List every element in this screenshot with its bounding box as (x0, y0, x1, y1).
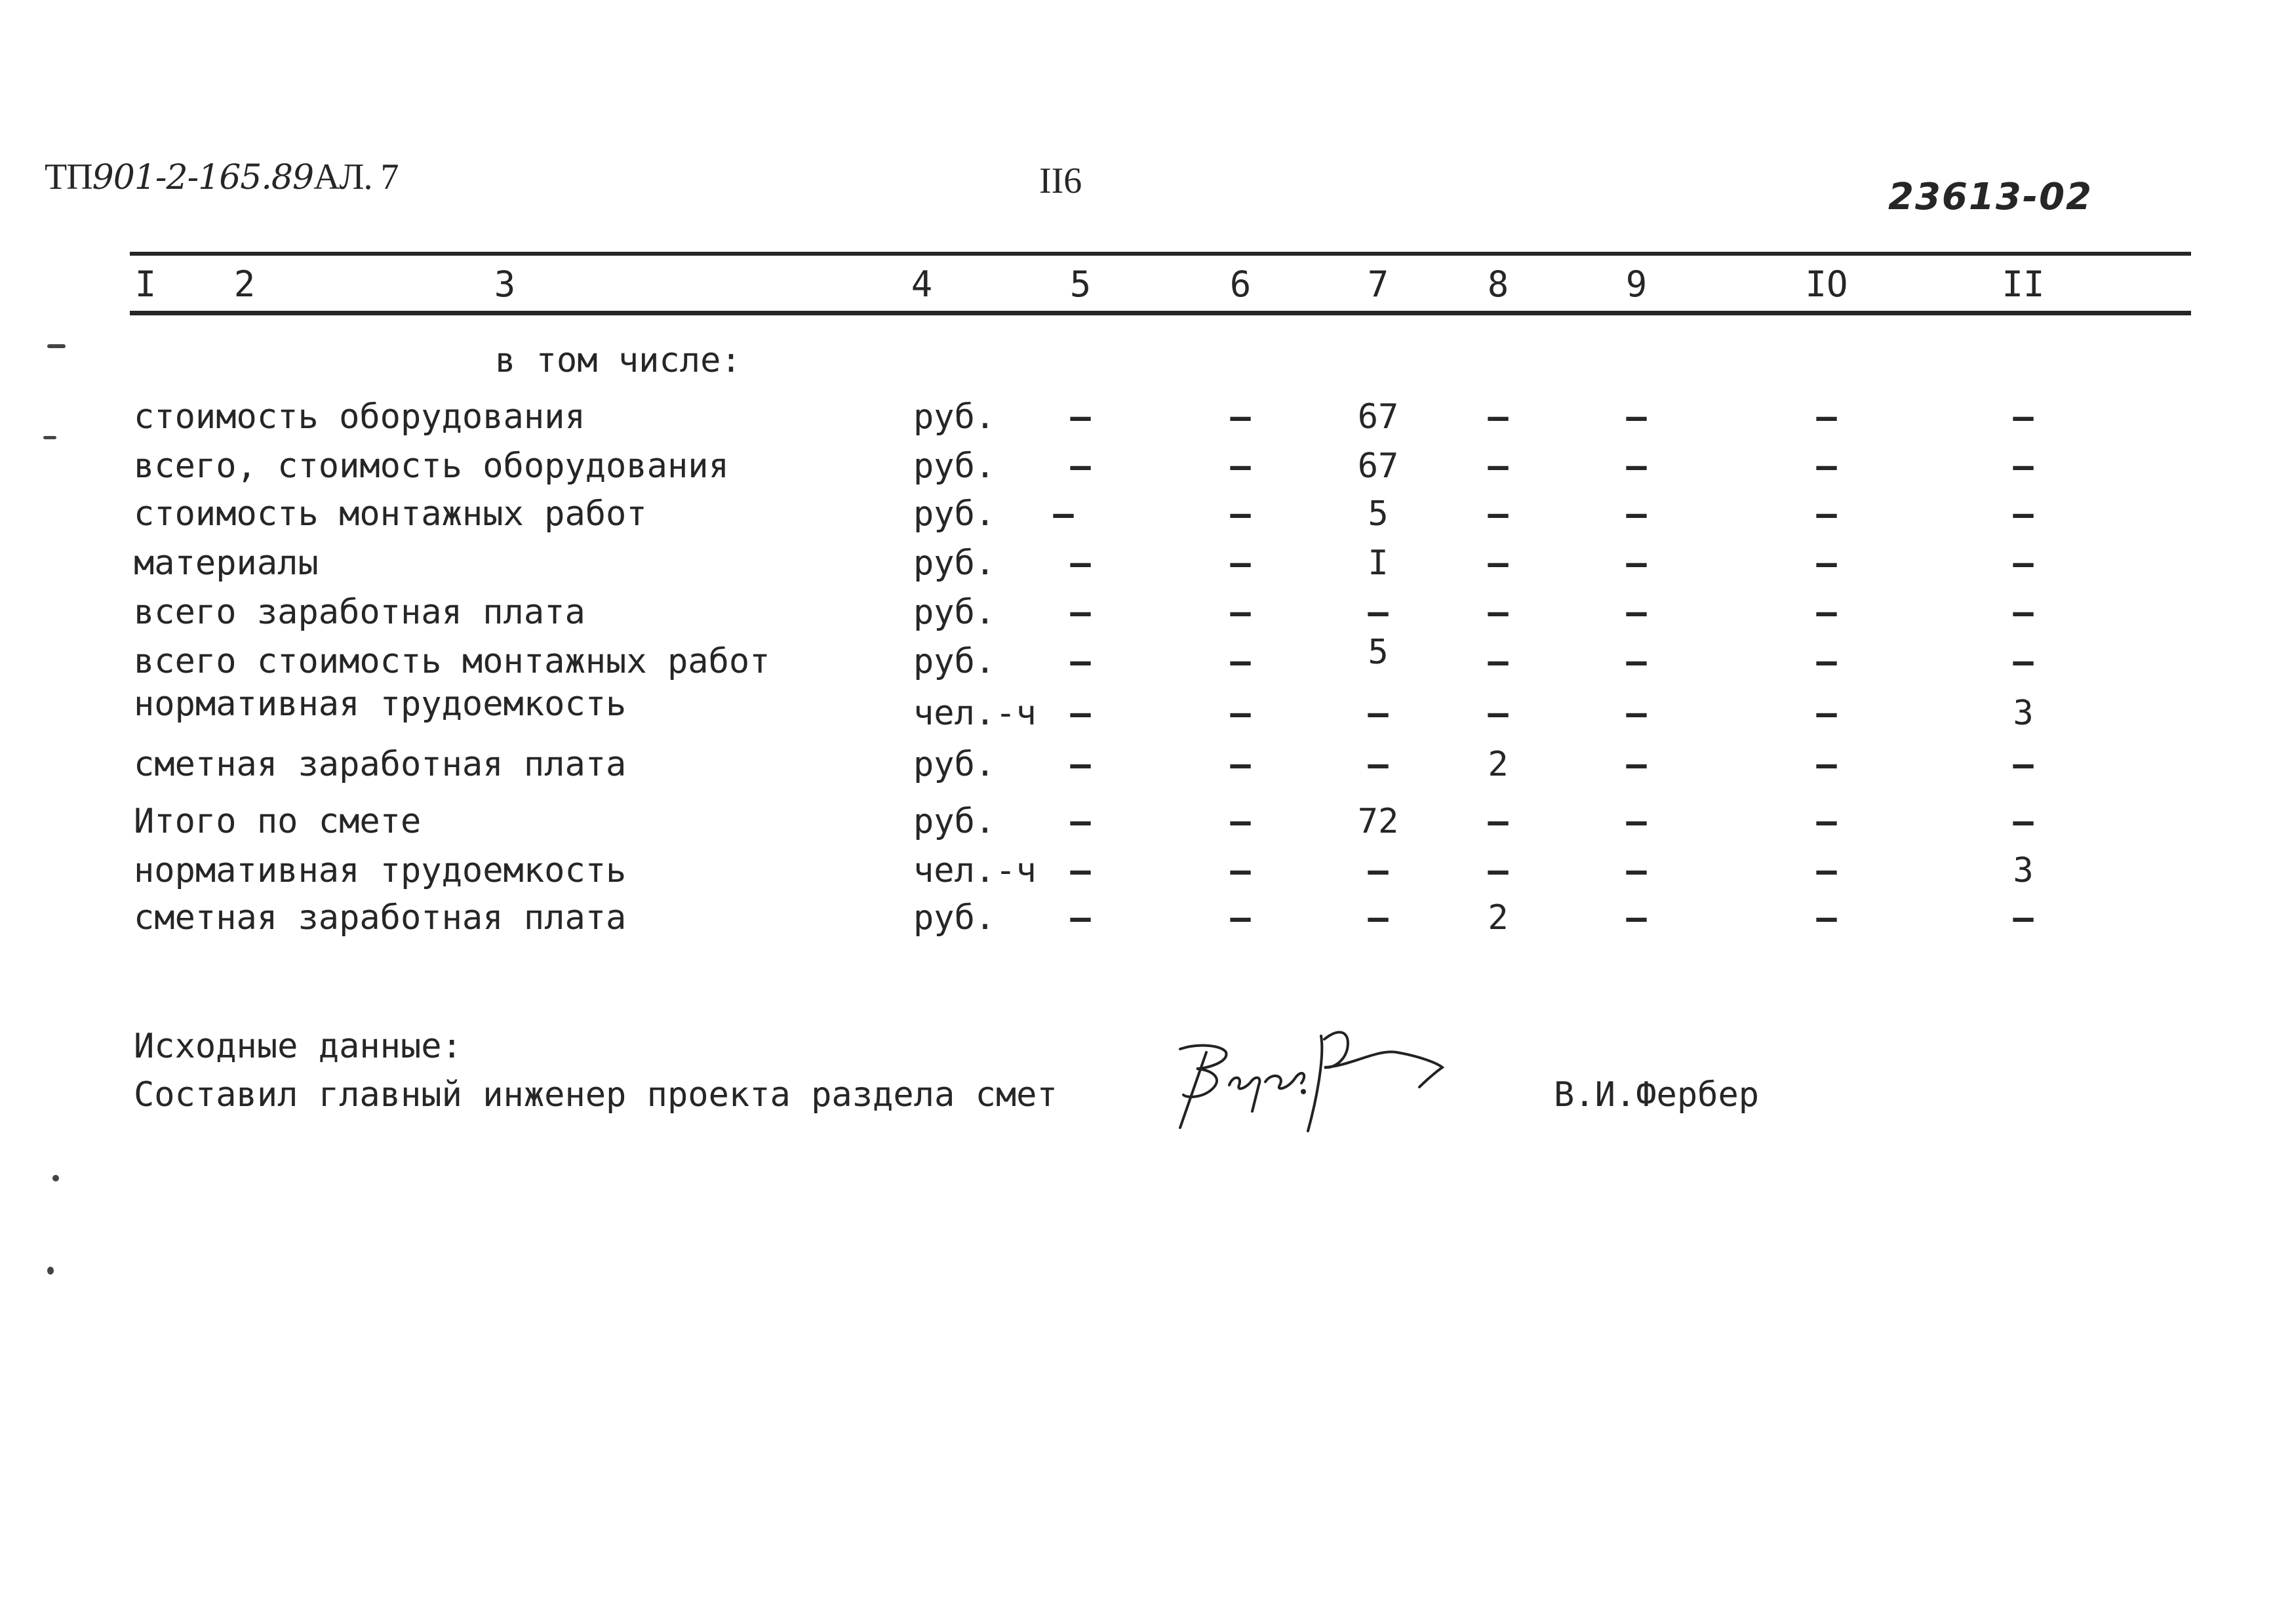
cell-col7: I (1368, 544, 1389, 583)
scan-mark (47, 344, 66, 348)
cell-col7: – (1368, 851, 1389, 890)
cell-col8: – (1488, 593, 1509, 632)
cell-col8: 2 (1488, 745, 1509, 784)
cell-col6: – (1230, 642, 1251, 681)
cell-col8: – (1488, 851, 1509, 890)
row-label: нормативная трудоемкость (134, 851, 627, 890)
cell-col9: – (1626, 898, 1647, 938)
cell-col11: – (2013, 745, 2034, 784)
row-label: сметная заработная плата (134, 745, 627, 784)
row-unit: руб. (913, 446, 996, 486)
compiled-by-line: Составил главный инженер проекта раздела смет (134, 1075, 1058, 1115)
document-code-number: 901-2-165.89 (92, 158, 314, 197)
cell-col9: – (1626, 745, 1647, 784)
cell-col10: – (1816, 397, 1837, 437)
row-label: всего заработная плата (134, 593, 585, 632)
cell-col9: – (1626, 544, 1647, 583)
cell-col7: 5 (1368, 633, 1389, 672)
row-label: нормативная трудоемкость (134, 684, 627, 724)
row-unit: руб. (913, 494, 996, 534)
row-label: стоимость монтажных работ (134, 494, 647, 534)
cell-col10: – (1816, 694, 1837, 733)
cell-col6: – (1230, 802, 1251, 841)
page-number: II6 (1039, 161, 1082, 201)
cell-col11: – (2013, 593, 2034, 632)
cell-col11: – (2013, 642, 2034, 681)
row-label: Итого по смете (134, 802, 422, 841)
signature (1160, 1023, 1462, 1141)
cell-col5: – (1070, 642, 1091, 681)
cell-col11: – (2013, 446, 2034, 486)
table-top-rule (130, 252, 2191, 256)
cell-col9: – (1626, 851, 1647, 890)
cell-col5: – (1070, 851, 1091, 890)
cell-col7: – (1368, 593, 1389, 632)
cell-col8: 2 (1488, 898, 1509, 938)
column-number-2: 2 (233, 264, 256, 305)
cell-col6: – (1230, 745, 1251, 784)
cell-col11: – (2013, 544, 2034, 583)
cell-col6: – (1230, 851, 1251, 890)
cell-col7: 72 (1357, 802, 1399, 841)
cell-col7: 67 (1357, 446, 1399, 486)
cell-col5: – (1070, 898, 1091, 938)
column-number-6: 6 (1229, 264, 1252, 305)
cell-col5: – (1070, 593, 1091, 632)
cell-col6: – (1230, 544, 1251, 583)
row-unit: руб. (913, 642, 996, 681)
cell-col9: – (1626, 694, 1647, 733)
cell-col8: – (1488, 544, 1509, 583)
cell-col11: – (2013, 494, 2034, 534)
cell-col6: – (1230, 397, 1251, 437)
row-unit: чел.-ч (913, 851, 1037, 890)
scan-mark (43, 436, 56, 439)
row-unit: руб. (913, 544, 996, 583)
column-number-3: 3 (494, 264, 516, 305)
compiler-name: В.И.Фербер (1554, 1075, 1760, 1115)
cell-col8: – (1488, 694, 1509, 733)
cell-col7: 67 (1357, 397, 1399, 437)
cell-col5: – (1070, 745, 1091, 784)
cell-col7: – (1368, 694, 1389, 733)
scan-mark (52, 1175, 59, 1181)
cell-col9: – (1626, 397, 1647, 437)
cell-col6: – (1230, 898, 1251, 938)
cell-col8: – (1488, 802, 1509, 841)
cell-col5: – (1070, 694, 1091, 733)
row-label: стоимость оборудования (134, 397, 585, 437)
row-unit: руб. (913, 397, 996, 437)
row-label: сметная заработная плата (134, 898, 627, 938)
cell-col5: – (1070, 446, 1091, 486)
column-number-4: 4 (911, 264, 933, 305)
cell-col9: – (1626, 802, 1647, 841)
row-unit: руб. (913, 898, 996, 938)
document-code-prefix: ТП (45, 157, 92, 197)
cell-col11: – (2013, 397, 2034, 437)
cell-col10: – (1816, 898, 1837, 938)
cell-col10: – (1816, 745, 1837, 784)
row-label: материалы (134, 544, 319, 583)
column-number-7: 7 (1367, 264, 1389, 305)
cell-col11: 3 (2013, 694, 2034, 733)
inventory-number: 23613-02 (1888, 176, 2093, 218)
cell-col7: – (1368, 745, 1389, 784)
column-number-11: II (2002, 264, 2045, 305)
column-number-1: I (134, 264, 157, 305)
document-code-suffix: АЛ. 7 (313, 157, 399, 197)
cell-col5: – (1070, 544, 1091, 583)
cell-col11: – (2013, 802, 2034, 841)
cell-col5: – (1070, 397, 1091, 437)
section-label: в том числе: (495, 341, 742, 380)
cell-col8: – (1488, 446, 1509, 486)
cell-col10: – (1816, 494, 1837, 534)
source-data-label: Исходные данные: (134, 1027, 462, 1066)
scan-mark (47, 1267, 54, 1275)
row-label: всего, стоимость оборудования (134, 446, 729, 486)
cell-col11: – (2013, 898, 2034, 938)
row-unit: руб. (913, 745, 996, 784)
cell-col6: – (1230, 494, 1251, 534)
cell-col6: – (1230, 694, 1251, 733)
row-unit: руб. (913, 802, 996, 841)
cell-col10: – (1816, 593, 1837, 632)
row-label: всего стоимость монтажных работ (134, 642, 770, 681)
cell-col6: – (1230, 593, 1251, 632)
cell-col7: – (1368, 898, 1389, 938)
cell-col10: – (1816, 802, 1837, 841)
cell-col7: 5 (1368, 494, 1389, 534)
column-number-9: 9 (1625, 264, 1648, 305)
cell-col9: – (1626, 642, 1647, 681)
cell-col8: – (1488, 397, 1509, 437)
table-header-rule (130, 311, 2191, 315)
cell-col9: – (1626, 446, 1647, 486)
cell-col8: – (1488, 642, 1509, 681)
cell-col8: – (1488, 494, 1509, 534)
cell-col5: – (1053, 494, 1074, 534)
cell-col10: – (1816, 642, 1837, 681)
cell-col9: – (1626, 593, 1647, 632)
column-number-8: 8 (1487, 264, 1509, 305)
cell-col5: – (1070, 802, 1091, 841)
cell-col10: – (1816, 544, 1837, 583)
column-number-5: 5 (1069, 264, 1092, 305)
row-unit: чел.-ч (913, 694, 1037, 733)
cell-col6: – (1230, 446, 1251, 486)
cell-col11: 3 (2013, 851, 2034, 890)
cell-col10: – (1816, 446, 1837, 486)
cell-col9: – (1626, 494, 1647, 534)
column-number-10: IO (1805, 264, 1848, 305)
cell-col10: – (1816, 851, 1837, 890)
row-unit: руб. (913, 593, 996, 632)
document-code (45, 156, 399, 198)
